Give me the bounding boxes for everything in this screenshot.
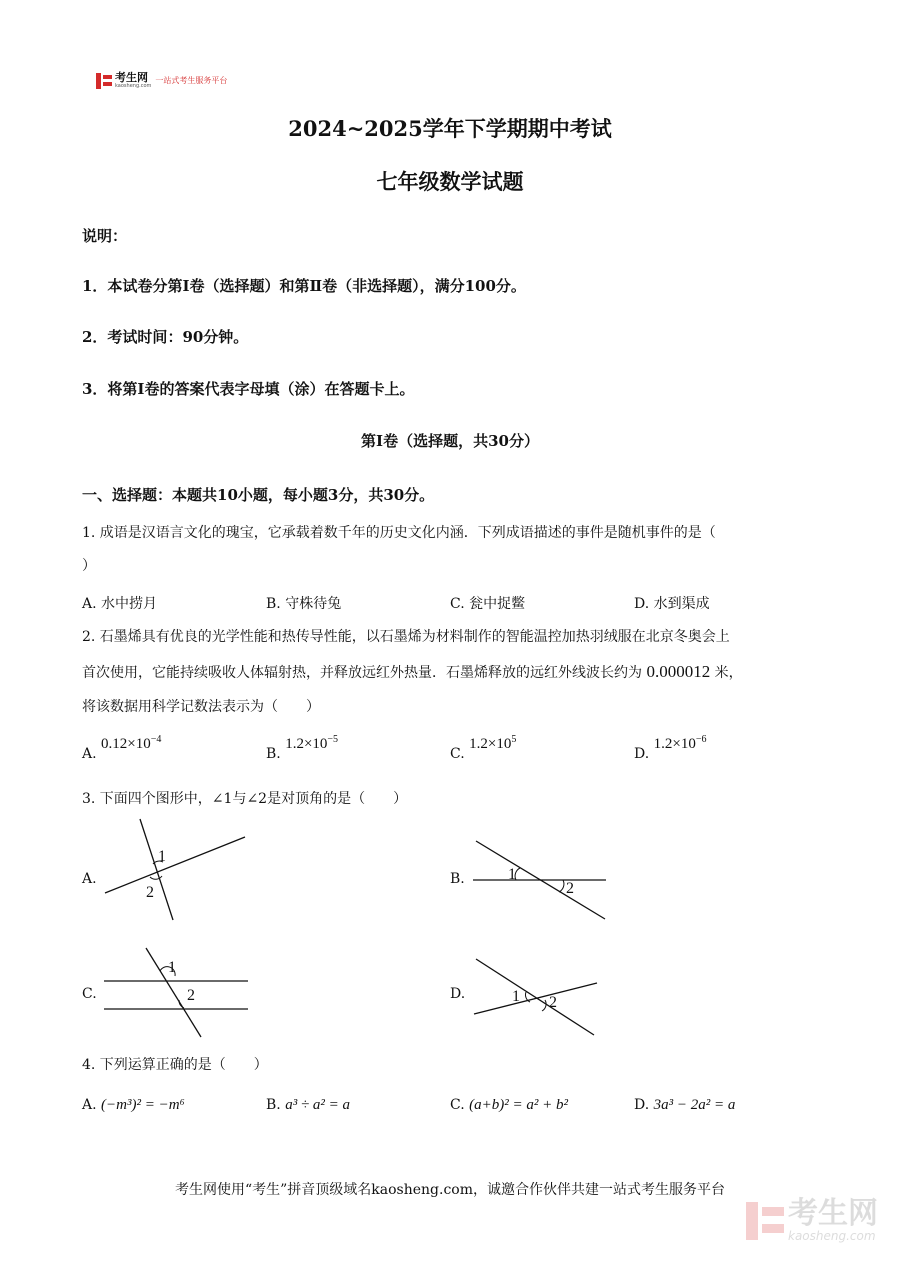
option-label: B.	[266, 1097, 281, 1113]
q3-option-a-label[interactable]: A.	[82, 871, 97, 887]
unit-text: 米，	[714, 665, 743, 681]
option-label: B.	[266, 746, 281, 762]
q3-figure-d	[470, 952, 605, 1042]
angle-label-1: 1	[168, 959, 176, 976]
watermark-domain: kaosheng.com	[788, 1229, 876, 1243]
q2-option-c[interactable]	[450, 734, 517, 762]
option-expr: $1.2\times 10^5$	[469, 734, 517, 752]
option-text: 瓮中捉鳖	[469, 596, 526, 612]
note-item: 2．考试时间：90分钟。	[82, 328, 249, 346]
question-1-stem-end: ）	[82, 558, 96, 574]
option-expr: a³ ÷ a² = a	[285, 1097, 351, 1113]
stem-text: 首次使用，它能持续吸收人体辐射热，并释放远红外热量．石墨烯释放的远红外线波长约为	[82, 665, 642, 681]
option-label: B.	[266, 596, 281, 612]
q4-option-a[interactable]	[82, 1097, 185, 1114]
q1-option-d[interactable]	[634, 593, 710, 613]
site-logo[interactable]	[96, 72, 227, 89]
q1-option-a[interactable]	[82, 593, 157, 613]
page-footer: 考生网使用“考生”拼音顶级域名kaosheng.com，诚邀合作伙伴共建一站式考生服务平台	[174, 1182, 726, 1198]
q4-option-d[interactable]	[634, 1097, 735, 1114]
line	[140, 819, 173, 920]
option-label: A.	[82, 1097, 97, 1113]
line	[105, 837, 245, 893]
angle-label-1: 1	[158, 848, 166, 865]
angle-label-1: 1	[512, 988, 520, 1005]
q2-option-d[interactable]	[634, 734, 707, 762]
angle-label-2: 2	[146, 884, 154, 901]
note-item: 3．将第Ⅰ卷的答案代表字母填（涂）在答题卡上。	[82, 380, 415, 398]
exam-subtitle: 七年级数学试题	[376, 169, 524, 194]
watermark-icon	[746, 1202, 784, 1240]
logo-icon	[96, 73, 112, 89]
option-label: C.	[450, 746, 465, 762]
option-text: 守株待兔	[285, 596, 342, 612]
part-title: 一、选择题：本题共10小题，每小题3分，共30分。	[82, 486, 435, 504]
angle-label-2: 2	[549, 994, 557, 1011]
option-label: C.	[450, 596, 465, 612]
option-text: 水到渠成	[653, 596, 710, 612]
option-label: C.	[450, 1097, 465, 1113]
q4-option-b[interactable]	[266, 1097, 350, 1114]
logo-name: 考生网	[115, 71, 148, 84]
question-2-stem-line2	[82, 662, 822, 683]
watermark-logo	[746, 1196, 878, 1243]
question-2-stem: 2. 石墨烯具有优良的光学性能和热传导性能，以石墨烯为材料制作的智能温控加热羽绒服在北京冬奥会上	[82, 629, 730, 645]
q3-figure-c	[100, 945, 255, 1040]
q2-option-a[interactable]	[82, 734, 162, 762]
line	[476, 959, 594, 1035]
option-expr: $0.12\times 10^{-4}$	[101, 734, 162, 752]
watermark-name: 考生网	[788, 1196, 878, 1231]
angle-arc-2	[559, 880, 564, 892]
option-text: 水中捞月	[101, 596, 158, 612]
angle-label-2: 2	[187, 987, 195, 1004]
option-label: D.	[634, 1097, 650, 1113]
q4-option-c[interactable]	[450, 1097, 568, 1114]
option-expr: 3a³ − 2a² = a	[653, 1097, 736, 1113]
question-2-stem-line3: 将该数据用科学记数法表示为（ ）	[82, 699, 320, 715]
option-label: A.	[82, 746, 97, 762]
q3-figure-b	[470, 835, 610, 925]
question-1-stem: 1. 成语是汉语言文化的瑰宝，它承载着数千年的历史文化内涵．下列成语描述的事件是随机事件的是（	[82, 525, 716, 541]
question-4-stem: 4. 下列运算正确的是（ ）	[82, 1057, 268, 1073]
q1-option-c[interactable]	[450, 593, 525, 613]
volume-title: 第Ⅰ卷（选择题，共30分）	[361, 432, 539, 450]
note-item: 1．本试卷分第Ⅰ卷（选择题）和第Ⅱ卷（非选择题），满分100分。	[82, 277, 526, 295]
angle-label-1: 1	[508, 866, 516, 883]
option-expr: $1.2\times 10^{-6}$	[653, 734, 707, 752]
option-label: A.	[82, 596, 97, 612]
wavelength-value: 0.000012	[646, 662, 711, 681]
angle-label-2: 2	[566, 880, 574, 897]
q3-figure-a	[100, 815, 250, 925]
exam-title: 2024~2025学年下学期期中考试	[288, 116, 612, 141]
logo-domain: kaosheng.com	[115, 83, 152, 89]
angle-arc-2	[179, 1000, 184, 1008]
option-expr: (−m³)² = −m⁶	[101, 1097, 185, 1113]
option-expr: $1.2\times 10^{-5}$	[285, 734, 339, 752]
option-label: D.	[634, 746, 650, 762]
q3-option-c-label[interactable]: C.	[82, 986, 97, 1002]
option-label: D.	[634, 596, 650, 612]
question-3-stem: 3. 下面四个图形中，∠1与∠2是对顶角的是（ ）	[82, 791, 408, 807]
option-expr: (a+b)² = a² + b²	[469, 1097, 568, 1113]
q3-option-b-label[interactable]: B.	[450, 871, 465, 887]
notes-heading: 说明：	[82, 227, 128, 245]
line	[474, 983, 597, 1014]
q3-option-d-label[interactable]: D.	[450, 986, 466, 1002]
logo-slogan: 一站式考生服务平台	[155, 76, 228, 85]
q1-option-b[interactable]	[266, 593, 341, 613]
q2-option-b[interactable]	[266, 734, 339, 762]
